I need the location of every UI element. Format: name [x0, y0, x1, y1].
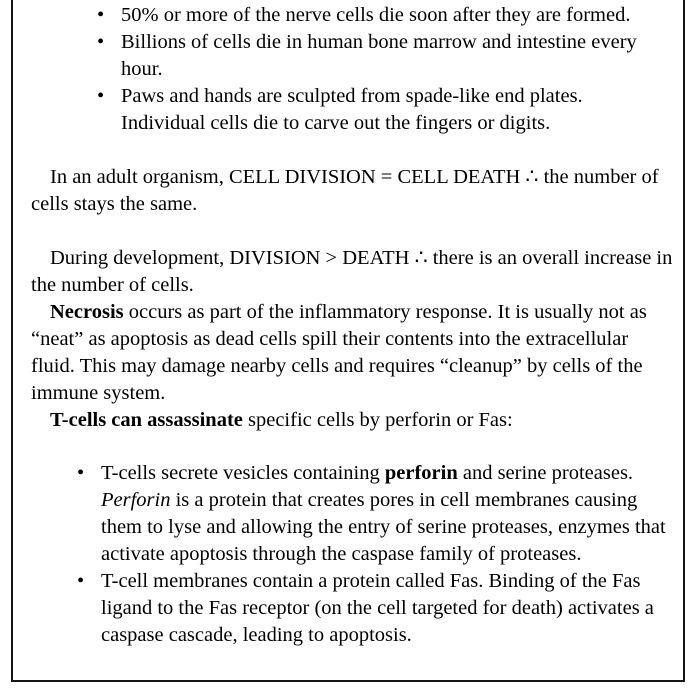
- tcells-body-text: specific cells by perforin or Fas:: [242, 409, 513, 431]
- slide-frame: [11, 0, 685, 682]
- spacer: [13, 137, 683, 164]
- therefore-symbol: ∴: [525, 166, 539, 188]
- bullet-icon: •: [77, 570, 85, 592]
- adult-organism-text-part2: the number of cells stays the same.: [31, 166, 659, 215]
- bottom-bullet-list: [77, 460, 667, 649]
- bullet-icon: •: [97, 85, 105, 107]
- list-item: [97, 29, 657, 83]
- list-item-text: 50% or more of the nerve cells die soon after they are formed.: [121, 4, 631, 26]
- slide-content: [13, 0, 683, 649]
- development-text-part2: there is an overall increase in the number of cells.: [31, 247, 673, 296]
- bullet-icon: •: [77, 462, 85, 484]
- paragraph-tcells-heading: [31, 407, 675, 434]
- spacer: [13, 434, 683, 460]
- list-item-text: Billions of cells die in human bone marrow and intestine every hour.: [121, 31, 637, 80]
- list-item: [77, 568, 667, 649]
- paragraph-development: [31, 245, 675, 299]
- fas-text: T-cell membranes contain a protein called Fas. Binding of the Fas ligand to the Fas receptor (on the cell targeted for death) activates a caspase cascade, leading to apoptosis.: [101, 570, 654, 646]
- list-item: [97, 2, 657, 29]
- perforin-text-seg2: and serine proteases.: [457, 462, 634, 484]
- paragraph-necrosis: [31, 299, 675, 407]
- bullet-icon: •: [97, 4, 105, 26]
- perforin-italic-term: Perforin: [101, 489, 171, 511]
- development-text-part1: During development, DIVISION > DEATH: [50, 247, 415, 269]
- perforin-bold-term: perforin: [384, 462, 458, 484]
- therefore-symbol: ∴: [414, 247, 428, 269]
- necrosis-lead-term: Necrosis: [50, 301, 124, 323]
- spacer: [31, 218, 675, 245]
- list-item: [77, 460, 667, 568]
- paragraph-adult-organism: [31, 164, 675, 218]
- perforin-text-seg1: T-cells secrete vesicles containing: [101, 462, 385, 484]
- perforin-text-seg3: is a protein that creates pores in cell membranes causing them to lyse and allowing the entry of serine proteases, enzymes that activate apoptosis through the caspase family of proteases.: [101, 489, 666, 565]
- bullet-icon: •: [97, 31, 105, 53]
- list-item-text: Paws and hands are sculpted from spade-like end plates. Individual cells die to carve out the fingers or digits.: [121, 85, 583, 134]
- adult-organism-text-part1: In an adult organism, CELL DIVISION = CELL DEATH: [50, 166, 526, 188]
- tcells-lead-term: T-cells can assassinate: [50, 409, 243, 431]
- paragraph-region: [31, 164, 675, 434]
- list-item: [97, 83, 657, 137]
- top-bullet-list: [97, 2, 657, 137]
- necrosis-body-text: occurs as part of the inflammatory response. It is usually not as “neat” as apoptosis as dead cells spill their contents into the extracellular fluid. This may damage nearby cells and requires “cleanup” by cells of the immune system.: [31, 301, 647, 404]
